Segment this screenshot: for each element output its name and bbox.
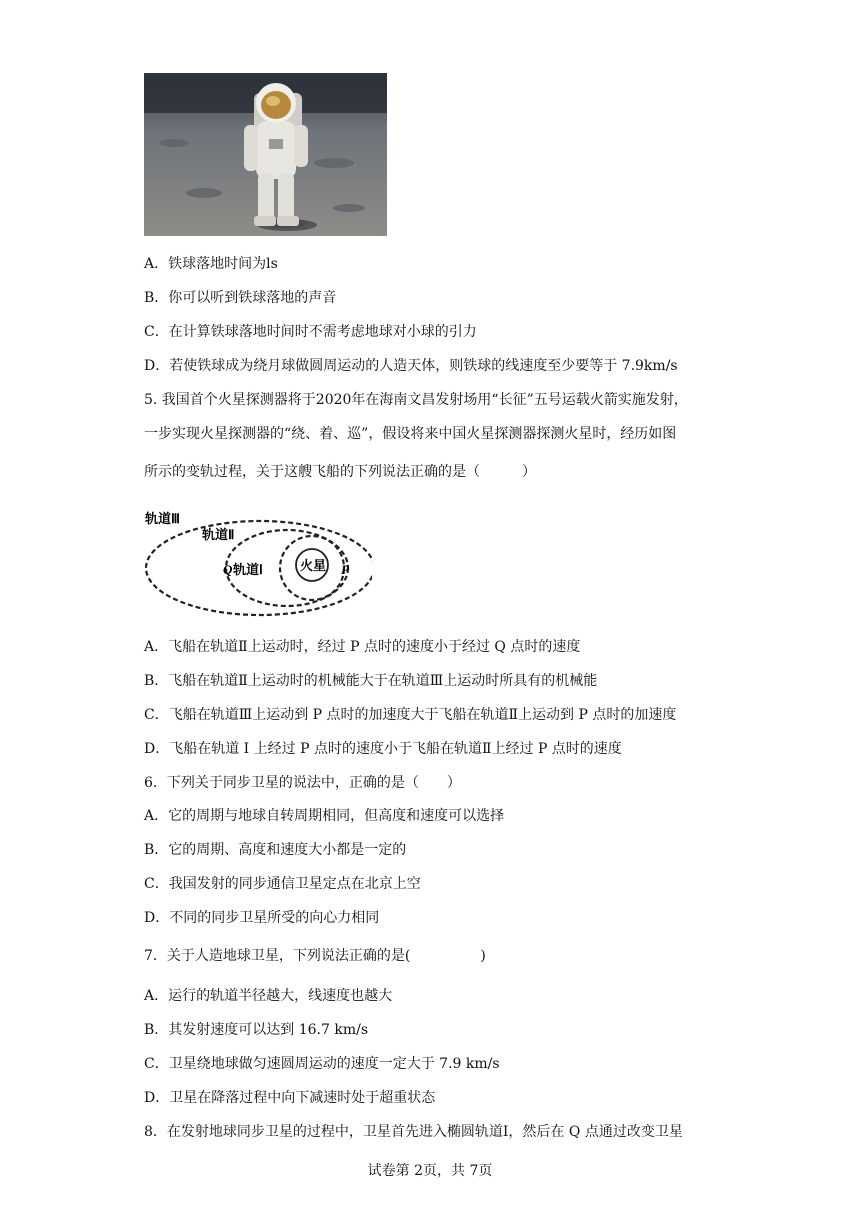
q5-option-d: D．飞船在轨道 I 上经过 P 点时的速度小于飞船在轨道Ⅱ上经过 P 点时的速度 bbox=[144, 741, 622, 757]
q5-option-b: B．飞船在轨道Ⅱ上运动时的机械能大于在轨道Ⅲ上运动时所具有的机械能 bbox=[144, 673, 598, 689]
q6-option-c: C．我国发射的同步通信卫星定点在北京上空 bbox=[144, 876, 421, 892]
q5-option-c: C．飞船在轨道Ⅲ上运动到 P 点时的加速度大于飞船在轨道Ⅱ上运动到 P 点时的加速度 bbox=[144, 707, 677, 723]
q7-option-a: A．运行的轨道半径越大，线速度也越大 bbox=[144, 988, 393, 1004]
q7-option-d: D．卫星在降落过程中向下减速时处于超重状态 bbox=[144, 1090, 436, 1106]
q7-option-b: B．其发射速度可以达到 16.7 km/s bbox=[144, 1022, 369, 1038]
point-q-label: Q bbox=[223, 562, 233, 577]
orbit-2-label: 轨道Ⅱ bbox=[202, 527, 235, 542]
q5-stem-line-3: 所示的变轨过程，关于这艘飞船的下列说法正确的是（ ） bbox=[144, 464, 536, 480]
q6-option-a: A．它的周期与地球自转周期相同，但高度和速度可以选择 bbox=[144, 808, 505, 824]
q4-option-a: A．铁球落地时间为ls bbox=[144, 256, 278, 272]
orbit-diagram bbox=[142, 505, 372, 617]
orbit-1-label: 轨道Ⅰ bbox=[233, 562, 263, 577]
q5-stem-line-2: 一步实现火星探测器的“绕、着、巡”，假设将来中国火星探测器探测火星时，经历如图 bbox=[144, 426, 677, 442]
mars-label: 火星 bbox=[300, 558, 327, 573]
q5-stem-line-1: 5. 我国首个火星探测器将于2020年在海南文昌发射场用“长征”五号运载火箭实施发射， bbox=[144, 392, 688, 408]
q7-stem: 7．关于人造地球卫星，下列说法正确的是( ) bbox=[144, 948, 486, 964]
q6-option-b: B．它的周期、高度和速度大小都是一定的 bbox=[144, 842, 407, 858]
q7-option-c: C．卫星绕地球做匀速圆周运动的速度一定大于 7.9 km/s bbox=[144, 1056, 500, 1072]
q4-option-b: B．你可以听到铁球落地的声音 bbox=[144, 290, 337, 306]
page-footer: 试卷第 2页，共 7页 bbox=[367, 1163, 493, 1179]
q5-option-a: A．飞船在轨道Ⅱ上运动时，经过 P 点时的速度小于经过 Q 点时的速度 bbox=[144, 639, 581, 655]
q4-option-c: C．在计算铁球落地时间时不需考虑地球对小球的引力 bbox=[144, 324, 477, 340]
orbit-3-label: 轨道Ⅲ bbox=[145, 511, 180, 526]
point-p-label: P bbox=[341, 562, 349, 577]
q6-stem: 6．下列关于同步卫星的说法中，正确的是（ ） bbox=[144, 775, 461, 791]
q8-stem: 8．在发射地球同步卫星的过程中，卫星首先进入椭圆轨道Ⅰ，然后在 Q 点通过改变卫星 bbox=[144, 1124, 683, 1140]
q4-option-d: D．若使铁球成为绕月球做圆周运动的人造天体，则铁球的线速度至少要等于 7.9km/s bbox=[144, 358, 678, 374]
q6-option-d: D．不同的同步卫星所受的向心力相同 bbox=[144, 910, 380, 926]
astronaut-photo bbox=[144, 73, 387, 236]
